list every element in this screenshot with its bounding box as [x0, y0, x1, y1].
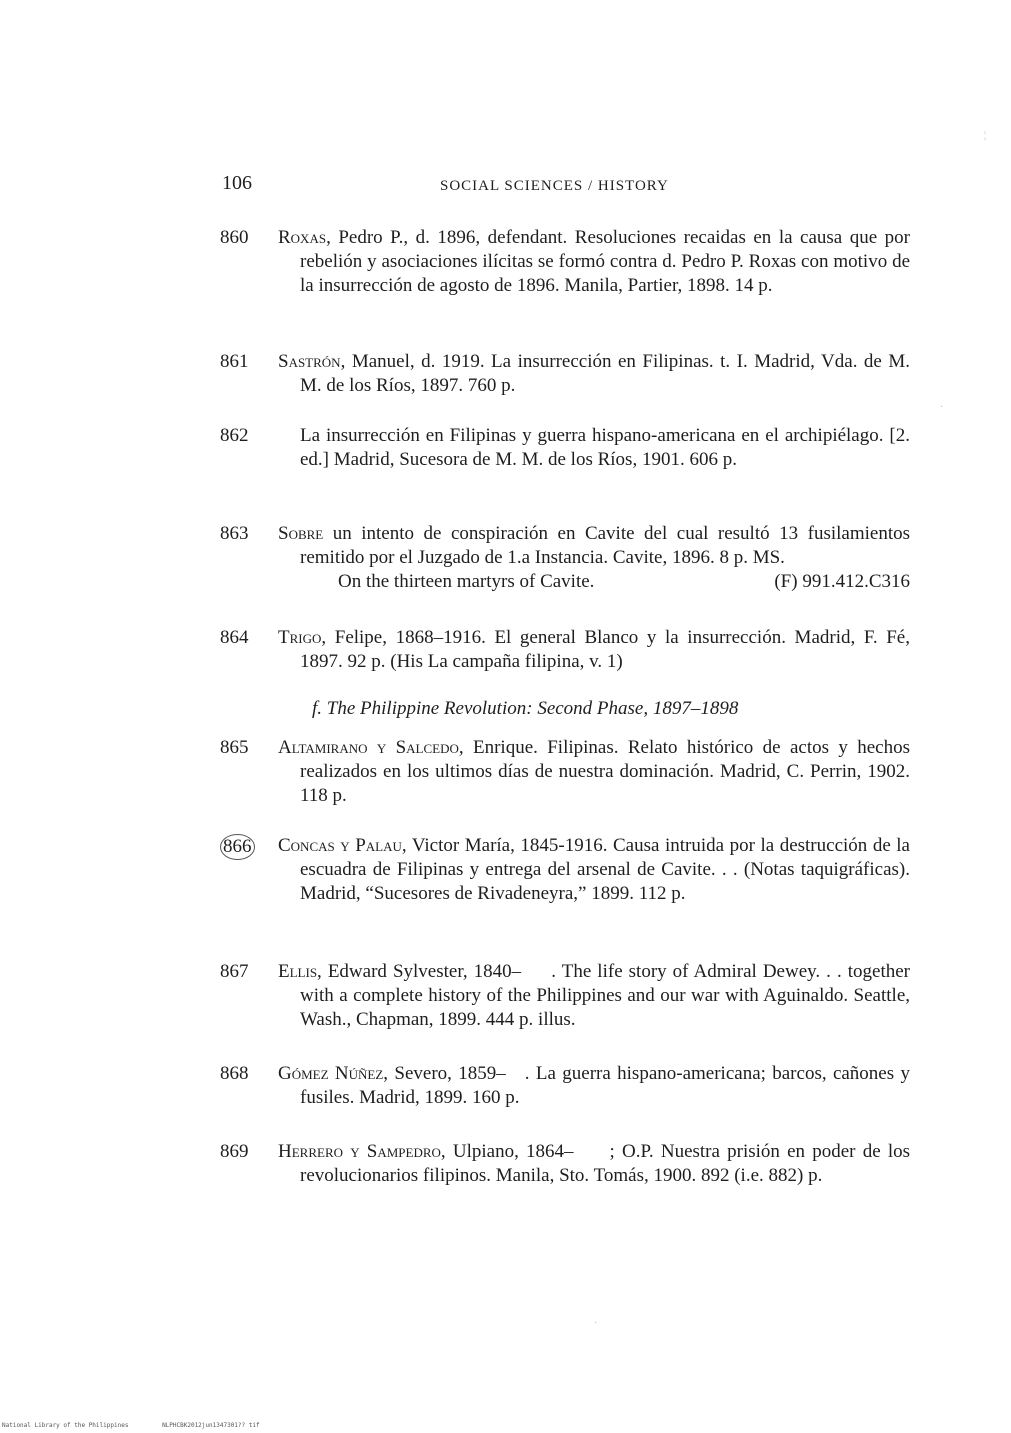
entry-note: On the thirteen martyrs of Cavite.: [338, 571, 595, 592]
entry-number-circled: 866: [220, 834, 255, 860]
entry-author: Trigo: [278, 627, 322, 648]
entry-number: 864: [220, 627, 249, 648]
scan-speck: ·: [940, 402, 944, 413]
entry-number: 869: [220, 1141, 249, 1162]
entry-author: Concas y Palau: [278, 835, 402, 856]
entry-861: [220, 350, 910, 398]
entry-869: [220, 1140, 915, 1188]
entry-864: [220, 626, 910, 674]
entry-author: Roxas: [278, 227, 327, 248]
scan-speck: ·: [594, 1318, 598, 1329]
entry-text: , Felipe, 1868–1916. El general Blanco y la insurrección. Madrid, F. Fé, 1897. 92 p. (His La campaña filipina, v. 1): [300, 627, 910, 672]
entry-author: Herrero y Sampedro: [278, 1141, 441, 1162]
footer-left: National Library of the Philippines: [2, 1422, 129, 1429]
entry-text: , Victor María, 1845-1916. Causa intruida por la destrucción de la escuadra de Filipinas y entrega del arsenal de Cavite. . . (Notas taquigráficas). Madrid, “Sucesores de Rivadeneyra,” 1899. 112 p.: [300, 835, 910, 904]
entry-862: [220, 424, 910, 472]
entry-number: 867: [220, 961, 249, 982]
entry-866: [220, 834, 910, 906]
entry-number: 863: [220, 523, 249, 544]
entry-number: 860: [220, 227, 249, 248]
entry-text: un intento de conspiración en Cavite del cual resultó 13 fusilamientos remitido por el Juzgado de 1.a Instancia. Cavite, 1896. 8 p. MS.: [300, 523, 910, 568]
entry-number: 862: [220, 425, 249, 446]
scan-speck: ¦: [984, 130, 987, 141]
entry-author: Sastrón: [278, 351, 341, 372]
running-head: SOCIAL SCIENCES / HISTORY: [440, 178, 669, 194]
entry-text: , Pedro P., d. 1896, defendant. Resoluciones recaidas en la causa que por rebelión y asociaciones ilícitas se formó contra d. Pedro P. Roxas con motivo de la insurrección de agosto de 1896. Manila, Partier, 1898. 14 p.: [300, 227, 910, 296]
entry-number: 865: [220, 737, 249, 758]
entry-number: 868: [220, 1063, 249, 1084]
entry-number: 861: [220, 351, 249, 372]
page-number: 106: [222, 172, 252, 194]
entry-867: [220, 960, 915, 1032]
entry-868: [220, 1062, 915, 1110]
entry-860: [220, 226, 910, 298]
entry-author: Ellis: [278, 961, 318, 982]
footer-right: NLPHCBK2012jun1347301?? tif: [162, 1422, 260, 1429]
entry-text: La insurrección en Filipinas y guerra hispano-americana en el archipiélago. [2. ed.] Madrid, Sucesora de M. M. de los Ríos, 1901. 606 p.: [300, 425, 910, 470]
section-heading: f. The Philippine Revolution: Second Phase, 1897–1898: [312, 698, 739, 719]
entry-author: Gómez Núñez: [278, 1063, 384, 1084]
entry-author: Sobre: [278, 523, 324, 544]
call-number: (F) 991.412.C316: [774, 571, 910, 592]
entry-text: , Edward Sylvester, 1840– . The life story of Admiral Dewey. . . together with a complete history of the Philippines and our war with Aguinaldo. Seattle, Wash., Chapman, 1899. 444 p. illus.: [300, 961, 915, 1030]
entry-text: , Ulpiano, 1864– ; O.P. Nuestra prisión en poder de los revolucionarios filipinos. Manila, Sto. Tomás, 1900. 892 (i.e. 882) p.: [300, 1141, 915, 1186]
entry-863: [220, 522, 910, 594]
entry-text: , Enrique. Filipinas. Relato histórico de actos y hechos realizados en los ultimos días de nuestra dominación. Madrid, C. Perrin, 1902. 118 p.: [300, 737, 910, 806]
scan-footer: [2, 1422, 290, 1429]
entry-865: [220, 736, 910, 808]
entry-text: , Severo, 1859– . La guerra hispano-americana; barcos, cañones y fusiles. Madrid, 1899. 160 p.: [300, 1063, 915, 1108]
entry-author: Altamirano y Salcedo: [278, 737, 459, 758]
entry-text: , Manuel, d. 1919. La insurrección en Filipinas. t. I. Madrid, Vda. de M. M. de los Ríos, 1897. 760 p.: [300, 351, 910, 396]
